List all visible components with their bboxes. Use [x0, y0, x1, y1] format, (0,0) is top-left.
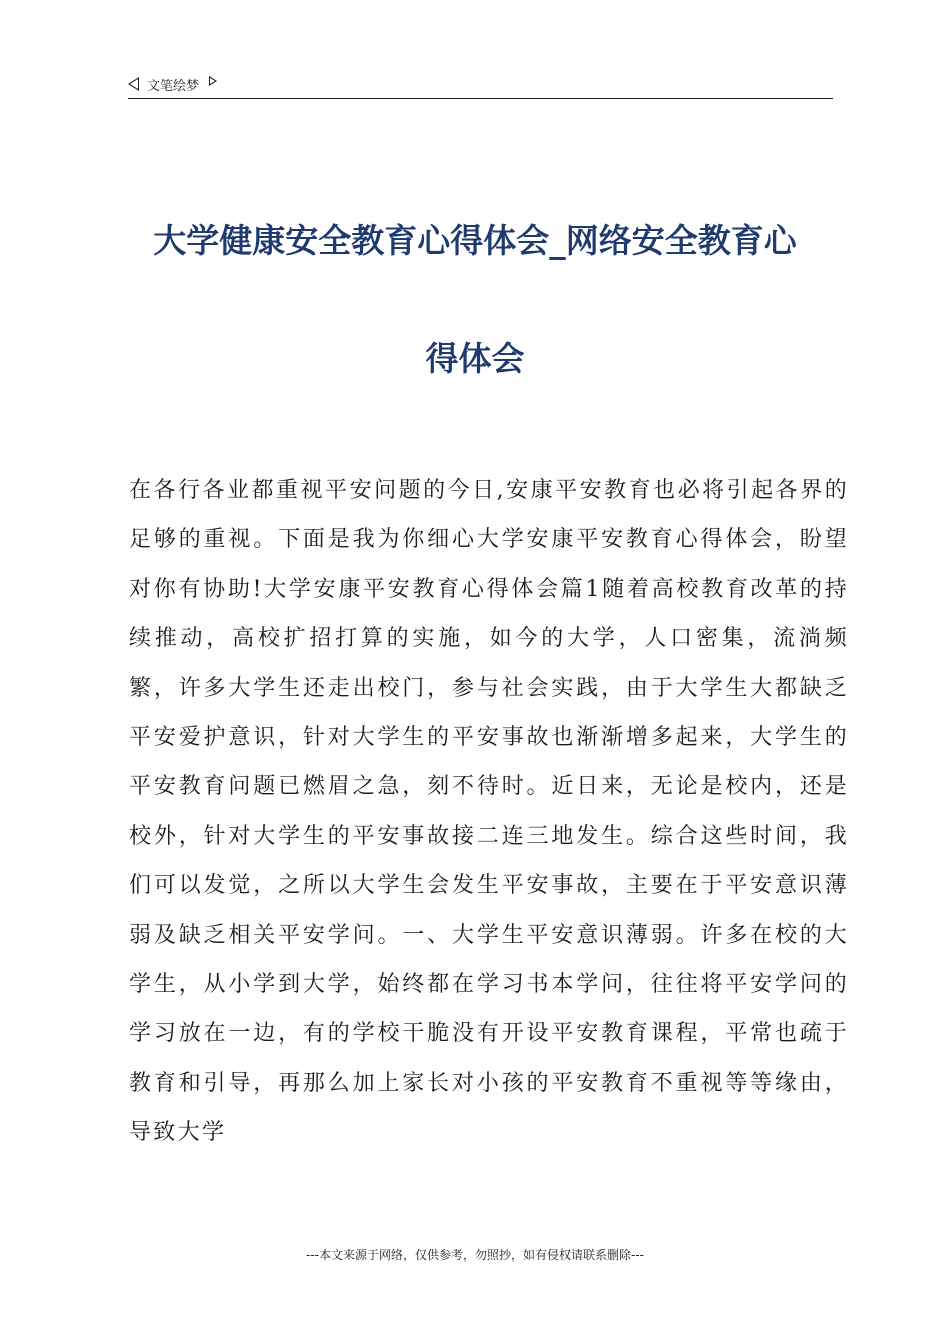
body-paragraph: 在各行各业都重视平安问题的今日,安康平安教育也必将引起各界的足够的重视。下面是我为你细心大学安康平安教育心得体会，盼望对你有协助!大学安康平安教育心得体会篇1随着高校教育改革的持续推动，高校扩招打算的实施，如今的大学，人口密集，流淌频繁，许多大学生还走出校门，参与社会实践，由于大学生大都缺乏平安爱护意识，针对大学生的平安事故也渐渐增多起来，大学生的平安教育问题已燃眉之急，刻不待时。近日来，无论是校内，还是校外，针对大学生的平安事故接二连三地发生。综合这些时间，我们可以发觉，之所以大学生会发生平安事故，主要在于平安意识薄弱及缺乏相关平安学问。一、大学生平安意识薄弱。许多在校的大学生，从小学到大学，始终都在学习书本学问，往往将平安学问的学习放在一边，有的学校干脆没有开设平安教育课程，平常也疏于教育和引导，再那么加上家长对小孩的平安教育不重视等等缘由，导致大学 — [129, 478, 849, 1146]
header-brand — [128, 74, 833, 94]
triangle-right-icon — [209, 76, 217, 86]
brand-name: 文笔绘梦 — [147, 78, 200, 94]
triangle-left-icon — [128, 77, 139, 91]
document-title-line-1: 大学健康安全教育心得体会_网络安全教育心 — [153, 221, 797, 260]
footer-notice: ---本文来源于网络，仅供参考，勿照抄，如有侵权请联系删除--- — [306, 1248, 644, 1262]
document-title-line-2: 得体会 — [425, 339, 525, 378]
page-header — [128, 74, 833, 99]
